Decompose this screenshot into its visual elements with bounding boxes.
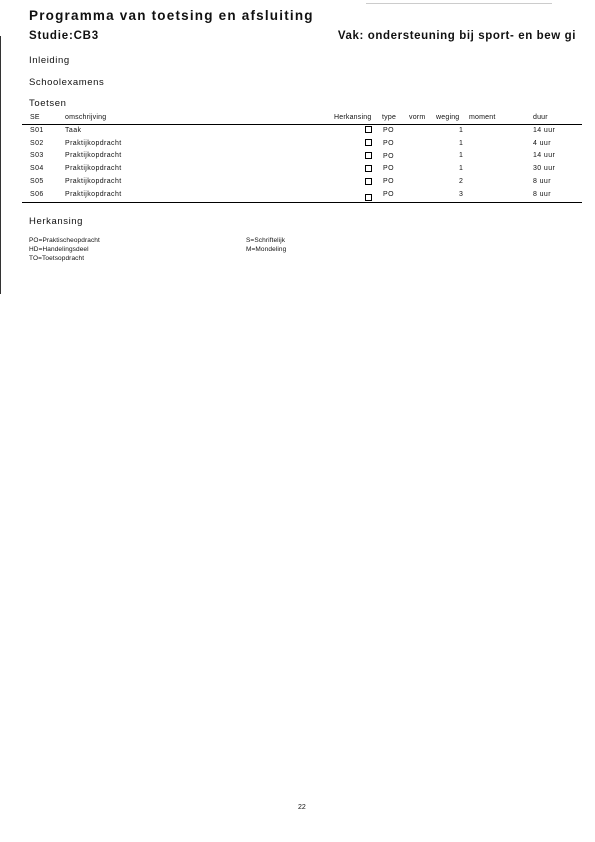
row-se: S04: [30, 165, 44, 172]
studie-label: Studie:CB3: [29, 30, 99, 42]
row-se: S06: [30, 191, 44, 198]
row-type: PO: [383, 140, 394, 147]
col-header-omschrijving: omschrijving: [65, 114, 107, 121]
legend-item: M=Mondeling: [246, 246, 287, 253]
row-type: PO: [383, 191, 394, 198]
page-number: 22: [298, 804, 306, 811]
col-header-vorm: vorm: [409, 114, 426, 121]
row-duur: 8 uur: [533, 178, 551, 185]
herkansing-checkbox[interactable]: [365, 126, 372, 133]
herkansing-checkbox[interactable]: [365, 178, 372, 185]
col-header-herkansing: Herkansing: [334, 114, 372, 121]
row-se: S05: [30, 178, 44, 185]
row-omschrijving: Praktijkopdracht: [65, 178, 122, 185]
page-title: Programma van toetsing en afsluiting: [29, 8, 314, 23]
col-header-type: type: [382, 114, 397, 121]
vak-label: Vak: ondersteuning bij sport- en bew gi: [337, 30, 576, 42]
col-header-weging: weging: [436, 114, 460, 121]
row-weging: 1: [459, 165, 464, 172]
row-se: S01: [30, 127, 44, 134]
legend-item: S=Schriftelijk: [246, 237, 286, 244]
row-weging: 1: [459, 140, 464, 147]
row-type: PO: [383, 153, 394, 160]
table-bottom-rule: [22, 202, 582, 203]
left-margin-rule: [0, 36, 1, 294]
row-duur: 8 uur: [533, 191, 551, 198]
row-duur: 4 uur: [533, 140, 551, 147]
row-type: PO: [383, 165, 394, 172]
row-duur: 14 uur: [533, 152, 556, 159]
row-duur: 30 uur: [533, 165, 556, 172]
row-type: PO: [383, 178, 394, 185]
section-toetsen: Toetsen: [29, 98, 67, 109]
herkansing-checkbox[interactable]: [365, 194, 372, 201]
row-omschrijving: Taak: [65, 127, 82, 134]
row-omschrijving: Praktijkopdracht: [65, 191, 122, 198]
legend-item: TO=Toetsopdracht: [29, 255, 85, 262]
row-weging: 2: [459, 178, 464, 185]
legend-item: PO=Praktischeopdracht: [29, 237, 100, 244]
col-header-se: SE: [30, 114, 40, 121]
row-se: S02: [30, 140, 44, 147]
row-omschrijving: Praktijkopdracht: [65, 165, 122, 172]
row-omschrijving: Praktijkopdracht: [65, 152, 122, 159]
row-weging: 1: [459, 127, 464, 134]
row-type: PO: [383, 127, 394, 134]
row-weging: 3: [459, 191, 464, 198]
row-duur: 14 uur: [533, 127, 556, 134]
herkansing-checkbox[interactable]: [365, 139, 372, 146]
row-omschrijving: Praktijkopdracht: [65, 140, 122, 147]
legend-item: HD=Handelingsdeel: [29, 246, 89, 253]
herkansing-checkbox[interactable]: [365, 165, 372, 172]
top-margin-rule: [366, 3, 552, 4]
col-header-moment: moment: [469, 114, 496, 121]
section-herkansing: Herkansing: [29, 216, 84, 227]
section-schoolexamens: Schoolexamens: [29, 77, 105, 88]
herkansing-checkbox[interactable]: [365, 152, 372, 159]
table-header-rule: [22, 124, 582, 125]
row-se: S03: [30, 152, 44, 159]
col-header-duur: duur: [533, 114, 548, 121]
section-inleiding: Inleiding: [29, 55, 70, 66]
row-weging: 1: [459, 152, 464, 159]
